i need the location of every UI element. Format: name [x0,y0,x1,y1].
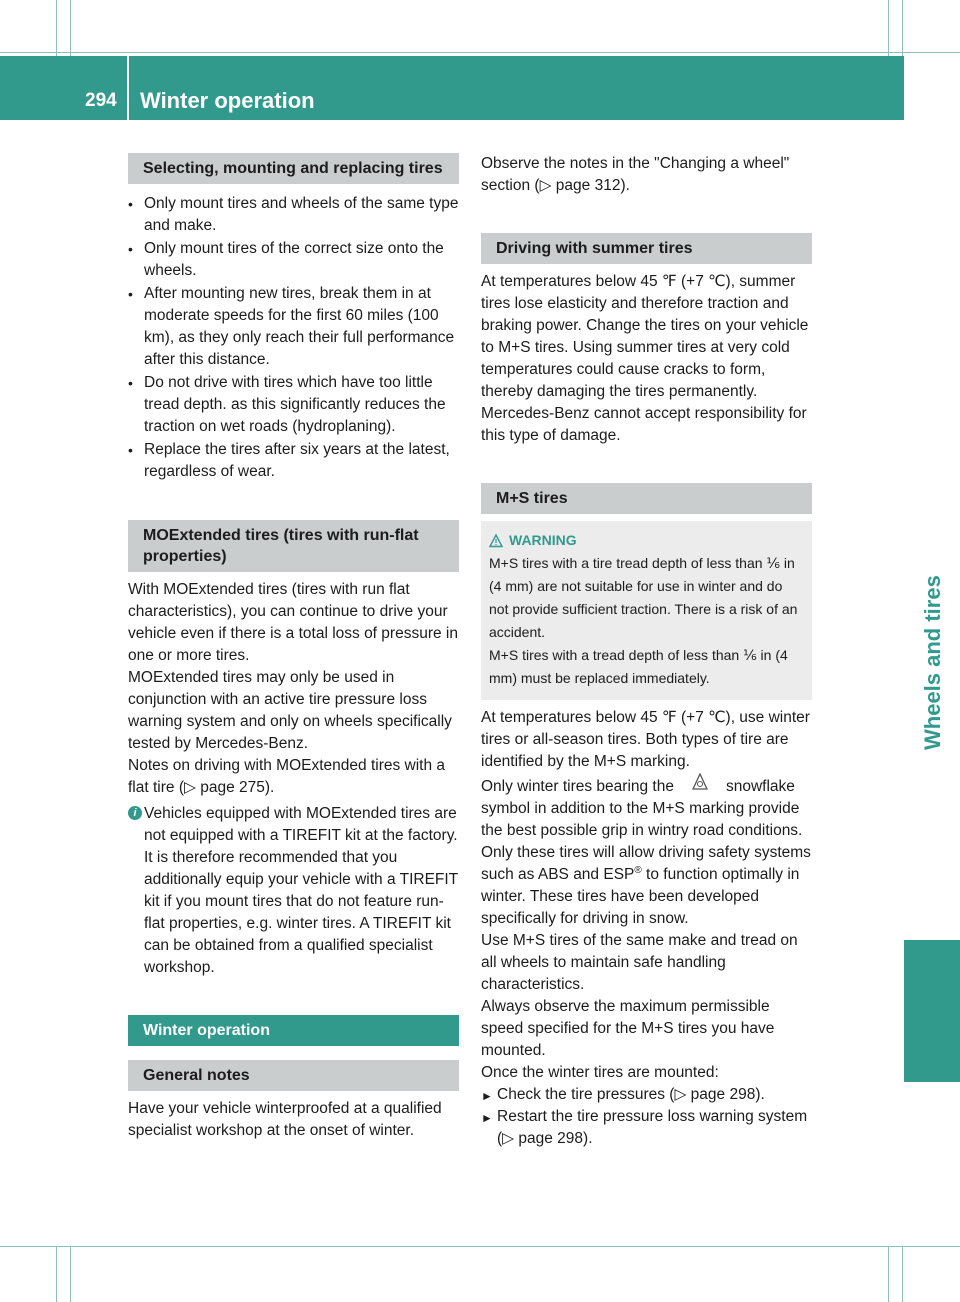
list-item: • Only mount tires and wheels of the same type and make. [128,193,459,237]
section-heading-ms-tires: M+S tires [481,483,812,514]
step-item: ► Check the tire pressures (▷ page 298). [481,1084,812,1106]
registered-mark: ® [634,864,642,876]
warning-title [489,529,802,552]
crop-mark [56,0,57,56]
right-column [481,153,812,1150]
steps-list [481,1084,812,1150]
paragraph: Observe the notes in the "Changing a wheel" section (▷ page 312). [481,155,790,194]
paragraph-part: snowflake symbol in addition to the M+S marking provide the best possible grip in wintry road conditions. Only these tires will allow driving safety systems such as ABS and ESP [481,778,811,883]
crop-mark [70,0,71,56]
step-item: ► Restart the tire pressure loss warning system (▷ page 298). [481,1106,812,1150]
section-heading-general-notes: General notes [128,1060,459,1091]
side-tab-label: Wheels and tires [920,575,945,750]
paragraph: Once the winter tires are mounted: [481,1064,719,1081]
section-heading-summer-tires: Driving with summer tires [481,233,812,264]
paragraph-part: to function optimally in winter. These tires have been developed specifically for driving in snow. [481,866,800,927]
header-divider [127,56,129,120]
crop-mark [0,1246,960,1247]
warning-box [481,521,812,700]
list-item: • Do not drive with tires which have too little tread depth. as this significantly reduces the traction on wet roads (hydroplaning). [128,372,459,438]
page-number: 294 [85,90,117,111]
info-note [128,803,459,979]
warning-triangle-icon [489,534,503,548]
left-column [128,153,459,1142]
warning-label: WARNING [509,532,577,548]
list-item: • Replace the tires after six years at the latest, regardless of wear. [128,439,459,483]
paragraph: Notes on driving with MOExtended tires with a flat tire (▷ page 275). [128,757,446,796]
side-tab-marker [904,940,960,1082]
crop-mark [888,1246,889,1302]
paragraph: Use M+S tires of the same make and tread on all wheels to maintain safe handling characteristics. [481,932,798,993]
paragraph: At temperatures below 45 ℉ (+7 ℃), summer tires lose elasticity and therefore traction and braking power. Change the tires on your vehicle to M+S tires. Using summer tires at very cold temperatures could cause cracks to form, thereby damaging the tires permanently. Mercedes-Benz cannot accept responsibility for this type of damage. [481,273,809,444]
info-text: Vehicles equipped with MOExtended tires are not equipped with a TIREFIT kit at the factory. It is therefore recommended that you additionally equip your vehicle with a TIREFIT kit if you mount tires that do not feature run-flat properties, e.g. winter tires. A TIREFIT kit can be obtained from a qualified specialist workshop. [144,805,458,976]
paragraph: With MOExtended tires (tires with run flat characteristics), you can continue to drive your vehicle even if there is a total loss of pressure in one or more tires. [128,581,458,664]
section-heading-moextended: MOExtended tires (tires with run-flat properties) [128,520,459,572]
chapter-heading-winter: Winter operation [128,1015,459,1046]
list-item: • After mounting new tires, break them in at moderate speeds for the first 60 miles (100 km), as they only reach their full performance after this distance. [128,283,459,371]
paragraph-part: Only winter tires bearing the [481,778,674,795]
snowflake-symbol-icon [674,773,726,798]
paragraph-snowflake [481,773,812,930]
paragraph: Have your vehicle winterproofed at a qualified specialist workshop at the onset of winter. [128,1100,442,1139]
section-heading-tires: Selecting, mounting and replacing tires [128,153,459,184]
crop-mark [0,52,960,53]
crop-mark [56,1246,57,1302]
header-bar [0,56,904,120]
paragraph: At temperatures below 45 ℉ (+7 ℃), use winter tires or all-season tires. Both types of tire are identified by the M+S marking. [481,709,810,770]
list-item: • Only mount tires of the correct size onto the wheels. [128,238,459,282]
paragraph: MOExtended tires may only be used in conjunction with an active tire pressure loss warning system and only on wheels specifically tested by Mercedes-Benz. [128,669,452,752]
crop-mark [70,1246,71,1302]
info-icon: i [128,806,142,820]
warning-text: M+S tires with a tire tread depth of less than ⅙ in (4 mm) are not suitable for use in winter and do not provide sufficient traction. There is a risk of an accident. [489,555,798,640]
warning-text: M+S tires with a tread depth of less than ⅙ in (4 mm) must be replaced immediately. [489,647,788,686]
paragraph: Always observe the maximum permissible speed specified for the M+S tires you have mounted. [481,998,775,1059]
page-title: Winter operation [140,88,315,113]
tire-rules-list [128,193,459,483]
crop-mark [888,0,889,56]
crop-mark [902,1246,903,1302]
crop-mark [902,0,903,56]
